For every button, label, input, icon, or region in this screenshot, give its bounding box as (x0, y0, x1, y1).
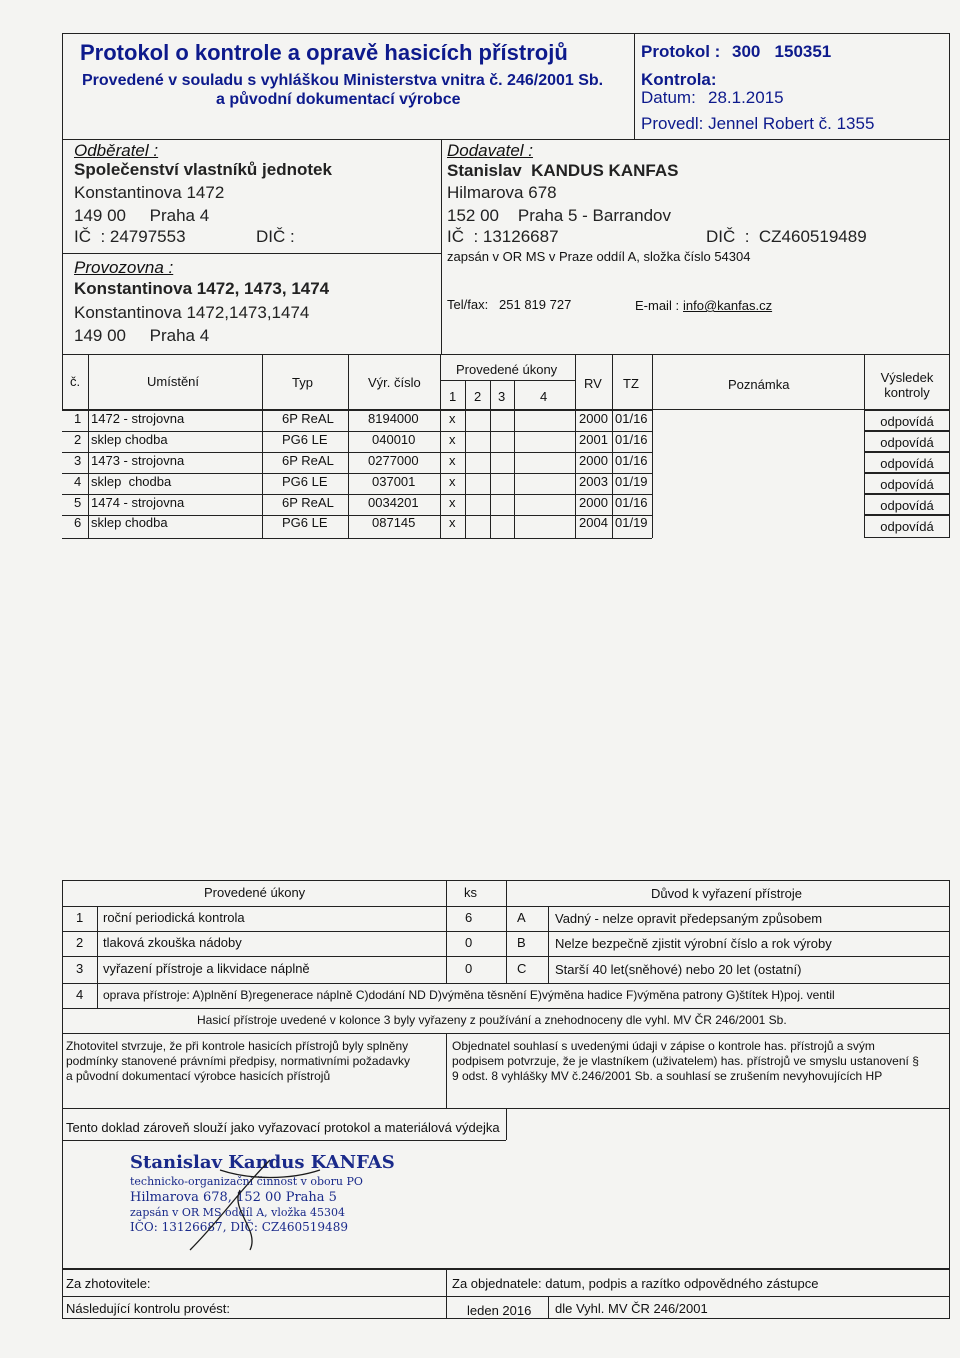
summary-row-reason: Nelze bezpečně zjistit výrobní číslo a rok výroby (555, 936, 832, 951)
row-u1: x (449, 453, 456, 468)
summary-hasici-note: Hasicí přístroje uvedené v kolonce 3 byly vyřazeny z používání a znehodnoceny dle vyhl. MV ČR 246/2001 Sb. (197, 1013, 787, 1027)
summary-line (62, 1008, 950, 1009)
dodavatel-ic: IČ : 13126687 (447, 227, 559, 246)
summary-header-duvod: Důvod k vyřazení přístroje (651, 886, 803, 901)
summary-row-code: C (517, 961, 527, 976)
signature (180, 1150, 330, 1260)
doklad-divider (506, 1109, 507, 1140)
row-u1: x (449, 515, 456, 530)
odberatel-label: Odběratel : (74, 141, 159, 160)
statement-left-line: Zhotovitel stvrzuje, že při kontrole hasicích přístrojů byly splněny (66, 1039, 409, 1053)
nasledujici-kontrola: Následující kontrolu provést: (66, 1301, 231, 1316)
row-vysledek: odpovídá (880, 477, 934, 492)
next-check-regulation: dle Vyhl. MV ČR 246/2001 (555, 1301, 708, 1316)
row-typ: PG6 LE (282, 432, 328, 447)
summary-row-text: roční periodická kontrola (103, 910, 245, 925)
th-ukony: Provedené úkony (456, 362, 558, 377)
summary-row-reason: Starší 40 let(sněhové) nebo 20 let (ostatní) (555, 962, 802, 977)
dodavatel-telfax: Tel/fax: 251 819 727 (447, 297, 572, 312)
datum-label: Datum: (641, 88, 696, 107)
row-vysledek: odpovídá (880, 456, 934, 471)
row-rv: 2000 (579, 453, 608, 468)
stamp-line-3: Hilmarova 678, 152 00 Praha 5 (130, 1190, 337, 1205)
row-vysledek: odpovídá (880, 435, 934, 450)
col-line (575, 355, 576, 538)
dodavatel-email[interactable]: info@kanfas.cz (683, 298, 773, 313)
footer-line (62, 1269, 950, 1270)
dodavatel-street: Hilmarova 678 (447, 183, 557, 202)
statement-left-line: a původní dokumentací výrobce hasicích přístrojů (66, 1069, 331, 1083)
row-rv: 2004 (579, 515, 608, 530)
dodavatel-label: Dodavatel : (447, 141, 533, 160)
col-line (652, 355, 653, 538)
footer-line (62, 1296, 950, 1297)
dodavatel-email-label: E-mail : (635, 298, 683, 313)
dodavatel-zapsan: zapsán v OR MS v Praze oddíl A, složka číslo 54304 (447, 249, 751, 264)
th-vyr: Výr. číslo (368, 375, 421, 390)
doklad-line (62, 1140, 506, 1141)
summary-row-number: 4 (76, 987, 84, 1002)
doklad-text: Tento doklad zároveň slouží jako vyřazovací protokol a materiálová výdejka (66, 1120, 500, 1135)
summary-row-text: vyřazení přístroje a likvidace náplně (103, 961, 310, 976)
header-divider (634, 33, 635, 139)
page-subtitle: Provedené v souladu s vyhláškou Ministerstva vnitra č. 246/2001 Sb. (82, 72, 604, 89)
th-u4: 4 (540, 389, 548, 404)
row-tz: 01/16 (615, 495, 648, 510)
row-vysledek: odpovídá (880, 519, 934, 534)
th-poznamka: Poznámka (728, 377, 790, 392)
statement-right-line: podpisem potvrzuje, že je vlastníkem (uživatelem) has. přístrojů ve smyslu ustanovení § (452, 1054, 919, 1068)
statement-right-line: Objednatel souhlasí s uvedenými údaji v zápise o kontrole has. přístrojů a svým (452, 1039, 875, 1053)
row-vysledek: odpovídá (880, 498, 934, 513)
protokol-label: Protokol : (641, 42, 721, 61)
th-u1: 1 (449, 389, 457, 404)
kontrola-label: Kontrola: (641, 70, 717, 89)
summary-line (62, 983, 950, 984)
dodavatel-name: Stanislav KANDUS KANFAS (447, 161, 679, 180)
row-typ: 6P ReAL (282, 495, 334, 510)
provozovna-name: Konstantinova 1472, 1473, 1474 (74, 279, 330, 298)
footer-divider (548, 1296, 549, 1319)
summary-row-number: 2 (76, 935, 84, 950)
stamp-line-2: technicko-organizační činnost v oboru PO (130, 1175, 363, 1188)
row-typ: 6P ReAL (282, 453, 334, 468)
provedl: Provedl: Jennel Robert č. 1355 (641, 114, 875, 133)
row-vyr: 8194000 (368, 411, 419, 426)
th-tz: TZ (623, 376, 639, 391)
row-vyr: 087145 (372, 515, 416, 530)
col-line (348, 355, 349, 538)
dodavatel-city: 152 00 Praha 5 - Barrandov (447, 206, 671, 225)
ukony-subline (440, 380, 575, 381)
stamp-line-1: Stanislav Kandus KANFAS (130, 1152, 395, 1173)
row-vyr: 040010 (372, 432, 416, 447)
za-objednatele: Za objednatele: datum, podpis a razítko odpovědného zástupce (452, 1276, 819, 1291)
row-rv: 2000 (579, 495, 608, 510)
row-u1: x (449, 432, 456, 447)
row-tz: 01/19 (615, 515, 648, 530)
row-u1: x (449, 411, 456, 426)
col-line (262, 355, 263, 538)
row-umisteni: 1474 - strojovna (91, 495, 185, 510)
summary-row-number: 3 (76, 961, 84, 976)
row-tz: 01/16 (615, 432, 648, 447)
provozovna-street: Konstantinova 1472,1473,1474 (74, 303, 310, 322)
stamp-line-4: zapsán v OR MS oddíl A, vložka 45304 (130, 1206, 346, 1219)
summary-row-reason: Vadný - nelze opravit předepsaným způsobem (555, 911, 823, 926)
row-number: 2 (74, 432, 82, 447)
odberatel-city: 149 00 Praha 4 (74, 206, 210, 225)
th-typ: Typ (292, 375, 313, 390)
summary-col (97, 906, 98, 1008)
summary-row-ks: 6 (465, 910, 473, 925)
statement-divider (446, 1034, 447, 1109)
row-umisteni: sklep chodba (91, 432, 168, 447)
row-rv: 2000 (579, 411, 608, 426)
th-c: č. (70, 374, 81, 389)
odberatel-street: Konstantinova 1472 (74, 183, 225, 202)
row-vyr: 0034201 (368, 495, 419, 510)
summary-col (506, 880, 507, 983)
row-rv: 2003 (579, 474, 608, 489)
next-check-date: leden 2016 (467, 1303, 532, 1318)
row-umisteni: 1473 - strojovna (91, 453, 185, 468)
th-vysledek: Výsledek (880, 370, 934, 385)
footer-divider (446, 1269, 447, 1319)
parties-divider (441, 139, 442, 355)
summary-header-ks: ks (464, 885, 477, 900)
row-line (62, 538, 652, 539)
row-u1: x (449, 474, 456, 489)
th-u3: 3 (498, 389, 506, 404)
row-typ: PG6 LE (282, 474, 328, 489)
row-typ: 6P ReAL (282, 411, 334, 426)
col-line (612, 355, 613, 538)
summary-col (548, 906, 549, 983)
row-umisteni: 1472 - strojovna (91, 411, 185, 426)
row-number: 3 (74, 453, 82, 468)
summary-repair-text: oprava přístroje: A)plnění B)regenerace náplně C)dodání ND D)výměna těsnění E)výměna hadice F)výměna patrony G)štítek H)poj. ventil (103, 988, 835, 1002)
th-vysledek-2: kontroly (884, 385, 930, 400)
row-rv: 2001 (579, 432, 608, 447)
provozovna-divider (62, 253, 441, 254)
th-rv: RV (584, 376, 602, 391)
row-number: 4 (74, 474, 82, 489)
stamp-line-5: IČO: 13126687, DIČ: CZ460519489 (130, 1220, 348, 1234)
col-line (88, 355, 89, 538)
th-u2: 2 (474, 389, 482, 404)
statement-left-line: podmínky stanovené právními předpisy, normativními požadavky (66, 1054, 410, 1068)
row-umisteni: sklep chodba (91, 515, 168, 530)
summary-row-code: B (517, 935, 526, 950)
row-typ: PG6 LE (282, 515, 328, 530)
row-vysledek: odpovídá (880, 414, 934, 429)
summary-row-ks: 0 (465, 935, 473, 950)
summary-col (446, 880, 447, 983)
row-u1: x (449, 495, 456, 510)
page-subtitle-2: a původní dokumentací výrobce (216, 91, 461, 108)
page-title: Protokol o kontrole a opravě hasicích přístrojů (80, 40, 568, 65)
row-tz: 01/19 (615, 474, 648, 489)
odberatel-ic: IČ : 24797553 (74, 227, 186, 246)
row-number: 5 (74, 495, 82, 510)
provozovna-city: 149 00 Praha 4 (74, 326, 210, 345)
protokol-number: 300 150351 (732, 42, 832, 61)
provozovna-label: Provozovna : (74, 258, 174, 277)
row-tz: 01/16 (615, 453, 648, 468)
row-umisteni: sklep chodba (91, 474, 172, 489)
summary-row-ks: 0 (465, 961, 473, 976)
th-umisteni: Umístění (147, 374, 200, 389)
summary-row-text: tlaková zkouška nádoby (103, 935, 242, 950)
row-number: 1 (74, 411, 82, 426)
summary-row-code: A (517, 910, 526, 925)
row-vyr: 037001 (372, 474, 416, 489)
row-vyr: 0277000 (368, 453, 419, 468)
row-number: 6 (74, 515, 82, 530)
summary-row-number: 1 (76, 910, 84, 925)
summary-header-ukony: Provedené úkony (204, 885, 306, 900)
col-line (440, 355, 441, 538)
row-tz: 01/16 (615, 411, 648, 426)
datum-value: 28.1.2015 (708, 88, 784, 107)
dodavatel-dic: DIČ : CZ460519489 (706, 227, 867, 246)
statement-right-line: 9 odst. 8 vyhlášky MV č.246/2001 Sb. a souhlasí se zrušením nevyhovujících HP (452, 1069, 883, 1083)
za-zhotovitele: Za zhotovitele: (66, 1276, 151, 1291)
odberatel-name: Společenství vlastníků jednotek (74, 160, 332, 179)
odberatel-dic: DIČ : (256, 227, 295, 246)
